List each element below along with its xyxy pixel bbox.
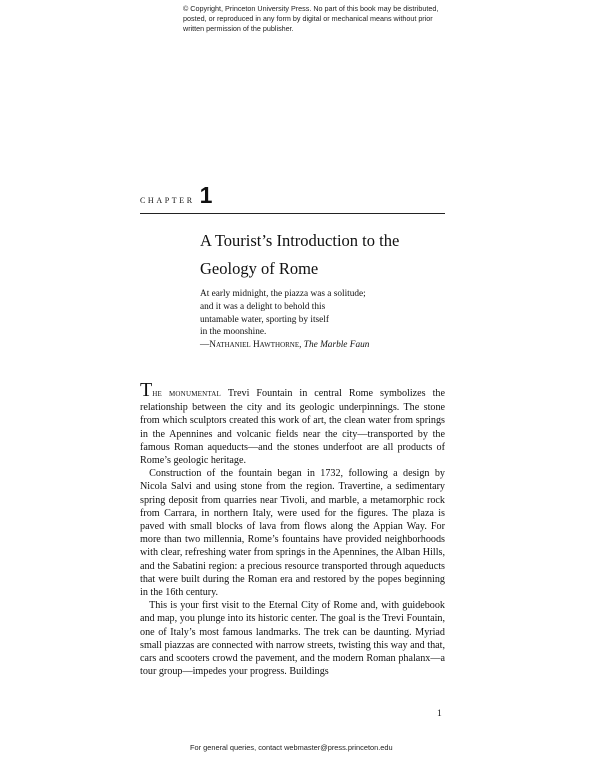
chapter-label: CHAPTER xyxy=(140,196,195,205)
chapter-number: 1 xyxy=(199,182,213,208)
attribution-dash: — xyxy=(200,340,210,351)
attribution-author: Nathaniel Hawthorne xyxy=(209,340,300,351)
chapter-title: A Tourist’s Introduction to the Geology of Rome xyxy=(200,231,400,278)
paragraph-3: This is your first visit to the Eternal City of Rome and, with guidebook and map, you plunge into its historic center. The goal is the Trevi Fountain, one of Italy’s most famous landmarks. The trek can be daunting. Myriad small piazzas are connected with narrow streets, twisting this way and that, cars and scooters crowd the pavement, and the modern Roman phalanx—a tour group—impedes your progress. Buildings xyxy=(140,600,445,678)
epigraph-line: in the moonshine. xyxy=(200,327,267,338)
paragraph-2: Construction of the fountain began in 1732, following a design by Nicola Salvi and using stone from the region. Travertine, a sedimentary spring deposit from quarries near Tivoli, and marble, a metamorphic rock from Carrara, in northern Italy, were used for the figures. The plaza is paved with small blocks of lava from flows along the Appian Way. For more than two millennia, Rome’s fountains have provided neighborhoods with clear, refreshing water from springs in the Apennines, the Alban Hills, and the Sabatini region: a precious resource transported through aqueducts that were built during the Roman era and restored by the popes beginning in the 16th century. xyxy=(140,468,445,599)
page-number: 1 xyxy=(437,709,442,719)
drop-cap: T xyxy=(140,379,153,401)
epigraph-attribution xyxy=(200,339,440,352)
epigraph-line: At early midnight, the piazza was a solitude; xyxy=(200,289,366,299)
contact-note: For general queries, contact webmaster@press.princeton.edu xyxy=(190,743,393,752)
lead-in-words: he monumental xyxy=(152,389,221,399)
paragraph-1-text: Trevi Fountain in central Rome symbolizes the relationship between the city and its geologic underpinnings. The stone from which sculptors created this work of art, the clean water from springs in the Apennines and volcanic fields near the city—transported by the famous Roman aqueducts—and the stones underfoot are all products of Rome’s geologic heritage. xyxy=(140,388,445,467)
paragraph-1 xyxy=(140,379,445,467)
attribution-work: The Marble Faun xyxy=(303,340,370,351)
epigraph-line: and it was a delight to behold this xyxy=(200,301,326,312)
epigraph xyxy=(200,288,440,352)
chapter-heading xyxy=(140,184,212,207)
chapter-rule xyxy=(140,213,445,214)
body-text xyxy=(140,379,445,678)
epigraph-line: untamable water, sporting by itself xyxy=(200,314,329,325)
attribution-separator: , xyxy=(299,340,304,351)
copyright-notice: © Copyright, Princeton University Press. No part of this book may be distributed, posted, or reproduced in any form by digital or mechanical means without prior written permission of the publisher. xyxy=(183,4,439,33)
